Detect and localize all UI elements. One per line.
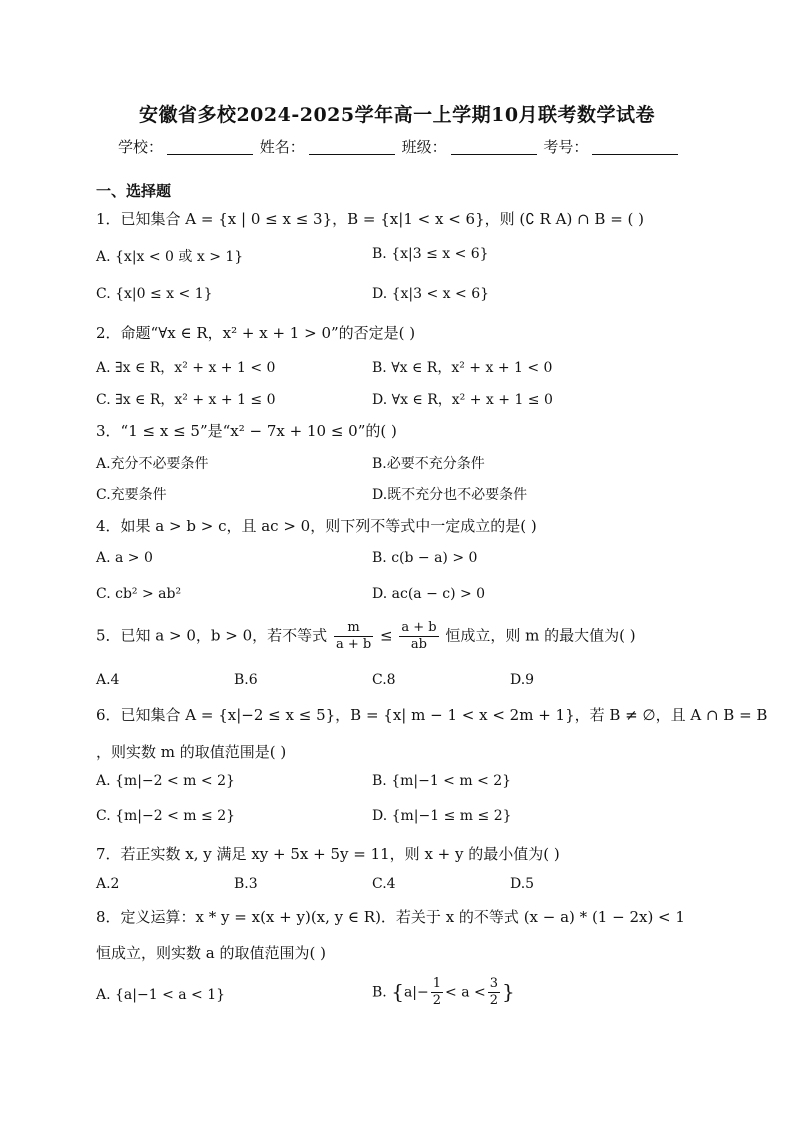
question-4-option-a[interactable]: A. a > 0 — [96, 550, 153, 566]
question-4-option-b[interactable]: B. c(b − a) > 0 — [372, 550, 478, 566]
section-heading: 一、选择题 — [96, 182, 172, 200]
question-7-option-a[interactable]: A.2 — [96, 876, 120, 892]
question-2-stem: 2．命题“∀x ∈ R，x² + x + 1 > 0”的否定是( ) — [96, 324, 416, 342]
fraction-denominator: 2 — [489, 993, 499, 1008]
question-7-option-b[interactable]: B.3 — [234, 876, 258, 892]
option-b-set-middle: < a < — [445, 984, 486, 1001]
school-label: 学校： — [118, 138, 164, 156]
question-2-option-a[interactable]: A. ∃x ∈ R，x² + x + 1 < 0 — [96, 360, 276, 376]
question-3-option-c[interactable]: C.充要条件 — [96, 487, 167, 503]
question-2-option-b[interactable]: B. ∀x ∈ R，x² + x + 1 < 0 — [372, 360, 553, 376]
fraction-numerator: a + b — [401, 620, 437, 635]
page-title: 安徽省多校2024-2025学年高一上学期10月联考数学试卷 — [138, 104, 656, 126]
question-8-option-b[interactable] — [372, 976, 515, 1009]
question-4-stem: 4．如果 a > b > c，且 ac > 0，则下列不等式中一定成立的是( ) — [96, 517, 537, 535]
question-3-option-b[interactable]: B.必要不充分条件 — [372, 456, 485, 472]
fraction-denominator: 2 — [432, 993, 442, 1008]
number-blank[interactable] — [592, 140, 678, 155]
question-7-option-c[interactable]: C.4 — [372, 876, 396, 892]
fraction-numerator: 1 — [432, 976, 442, 991]
student-info-line — [118, 136, 680, 157]
question-8-option-a[interactable]: A. {a|−1 < a < 1} — [96, 987, 226, 1003]
question-1-option-a[interactable]: A. {x|x < 0 或 x > 1} — [96, 249, 244, 265]
question-4-option-d[interactable]: D. ac(a − c) > 0 — [372, 586, 486, 602]
question-2-option-c[interactable]: C. ∃x ∈ R，x² + x + 1 ≤ 0 — [96, 392, 276, 408]
question-6-stem-continued: ，则实数 m 的取值范围是( ) — [96, 743, 287, 761]
question-1-stem: 1．已知集合 A = {x | 0 ≤ x ≤ 3}，B = {x|1 < x < 6}，则 (∁ R A) ∩ B = ( ) — [96, 210, 645, 228]
fraction-three-halves — [488, 976, 500, 1009]
question-6-option-c[interactable]: C. {m|−2 < m ≤ 2} — [96, 808, 236, 824]
question-3-option-a[interactable]: A.充分不必要条件 — [96, 456, 209, 472]
class-blank[interactable] — [451, 140, 537, 155]
number-label: 考号： — [543, 138, 589, 156]
fraction-numerator: 3 — [489, 976, 499, 991]
question-5-stem — [96, 620, 636, 653]
question-5-stem-end: 恒成立，则 m 的最大值为( ) — [445, 626, 636, 645]
question-5-option-b[interactable]: B.6 — [234, 672, 258, 688]
school-blank[interactable] — [167, 140, 253, 155]
question-6-stem: 6．已知集合 A = {x|−2 ≤ x ≤ 5}，B = {x| m − 1 < x < 2m + 1}，若 B ≠ ∅，且 A ∩ B = B — [96, 706, 768, 724]
fraction-numerator: m — [334, 620, 373, 637]
fraction-denominator: a + b — [335, 637, 372, 652]
name-label: 姓名： — [259, 138, 305, 156]
question-6-option-b[interactable]: B. {m|−1 < m < 2} — [372, 773, 512, 789]
question-2-option-d[interactable]: D. ∀x ∈ R，x² + x + 1 ≤ 0 — [372, 392, 553, 408]
close-brace: } — [502, 979, 515, 1004]
fraction-a-plus-b-over-ab — [399, 620, 438, 653]
fraction-m-over-a-plus-b — [334, 620, 373, 653]
fraction-one-half — [431, 976, 443, 1009]
question-3-option-d[interactable]: D.既不充分也不必要条件 — [372, 487, 528, 503]
question-5-option-a[interactable]: A.4 — [96, 672, 120, 688]
open-brace: { — [391, 979, 404, 1004]
leq-sign: ≤ — [379, 626, 393, 645]
option-b-letter: B. — [372, 984, 387, 1001]
question-8-stem: 8．定义运算：x * y = x(x + y)(x, y ∈ R)．若关于 x 的不等式 (x − a) * (1 − 2x) < 1 — [96, 908, 685, 926]
option-b-set-start: a|− — [403, 984, 429, 1001]
question-4-option-c[interactable]: C. cb² > ab² — [96, 586, 182, 602]
question-1-option-b[interactable]: B. {x|3 ≤ x < 6} — [372, 246, 489, 262]
name-blank[interactable] — [309, 140, 395, 155]
fraction-denominator: ab — [410, 637, 427, 652]
question-5-option-c[interactable]: C.8 — [372, 672, 396, 688]
question-1-option-c[interactable]: C. {x|0 ≤ x < 1} — [96, 286, 213, 302]
class-label: 班级： — [401, 138, 447, 156]
question-5-stem-start: 5．已知 a > 0，b > 0，若不等式 — [96, 626, 328, 645]
question-5-option-d[interactable]: D.9 — [510, 672, 535, 688]
question-8-stem-continued: 恒成立，则实数 a 的取值范围为( ) — [96, 944, 326, 962]
question-6-option-a[interactable]: A. {m|−2 < m < 2} — [96, 773, 235, 789]
question-3-stem: 3．“1 ≤ x ≤ 5”是“x² − 7x + 10 ≤ 0”的( ) — [96, 422, 397, 440]
question-6-option-d[interactable]: D. {m|−1 ≤ m ≤ 2} — [372, 808, 512, 824]
question-7-option-d[interactable]: D.5 — [510, 876, 535, 892]
question-7-stem: 7．若正实数 x, y 满足 xy + 5x + 5y = 11，则 x + y 的最小值为( ) — [96, 845, 560, 863]
question-1-option-d[interactable]: D. {x|3 < x < 6} — [372, 286, 490, 302]
